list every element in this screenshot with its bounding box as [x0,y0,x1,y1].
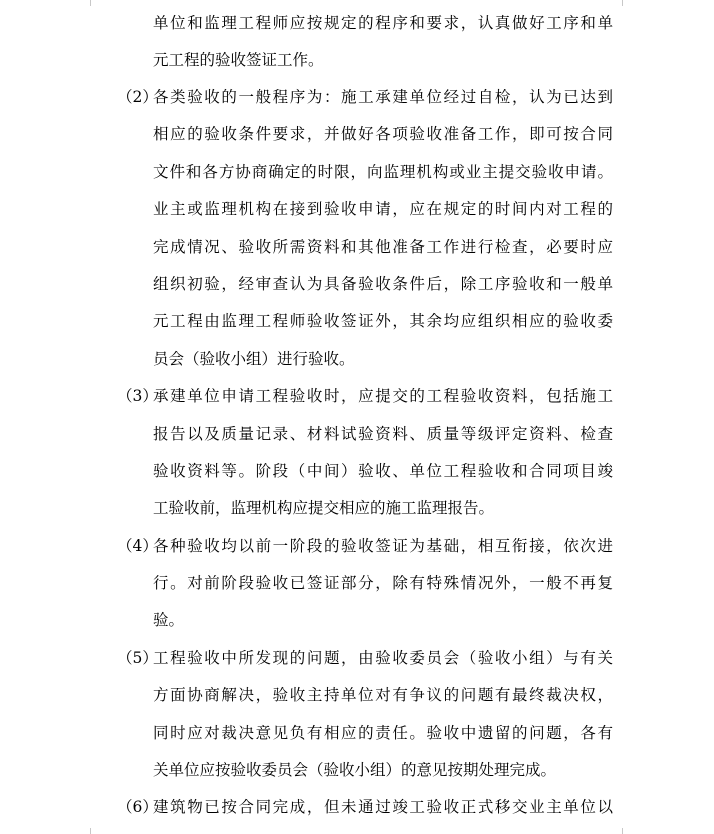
text-line: 完成情况、验收所需资料和其他准备工作进行检查，必要时应 [153,238,613,256]
text-line: 验收资料等。阶段（中间）验收、单位工程验收和合同项目竣 [153,462,613,480]
text-line: 同时应对裁决意见负有相应的责任。验收中遗留的问题，各有 [153,724,613,742]
text-line: 工程验收中所发现的问题，由验收委员会（验收小组）与有关 [153,649,613,667]
text-line: 各种验收均以前一阶段的验收签证为基础，相互衔接，依次进 [153,537,613,555]
text-line: 工验收前，监理机构应提交相应的施工监理报告。 [153,499,495,517]
text-line: 单位和监理工程师应按规定的程序和要求，认真做好工序和单 [153,14,613,32]
text-line: 报告以及质量记录、材料试验资料、质量等级评定资料、检查 [153,425,613,443]
paragraph-number: （2） [117,88,158,106]
text-line: 相应的验收条件要求，并做好各项验收准备工作，即可按合同 [153,125,613,143]
text-line: 行。对前阶段验收已签证部分，除有特殊情况外，一般不再复 [153,574,613,592]
crop-mark-bottom-left [90,828,91,834]
paragraph-number: （5） [117,649,158,667]
text-line: 验。 [153,611,185,629]
text-line: 文件和各方协商确定的时限，向监理机构或业主提交验收申请。 [153,163,613,181]
crop-mark-top-left [90,0,91,6]
text-line: 员会（验收小组）进行验收。 [153,350,355,368]
crop-mark-bottom-right [622,828,623,834]
text-line: 承建单位申请工程验收时，应提交的工程验收资料，包括施工 [153,387,613,405]
text-line: 元工程由监理工程师验收签证外，其余均应组织相应的验收委 [153,312,613,330]
paragraph-number: （4） [117,537,158,555]
text-line: 各类验收的一般程序为：施工承建单位经过自检，认为已达到 [153,88,613,106]
text-line: 业主或监理机构在接到验收申请，应在规定的时间内对工程的 [153,200,613,218]
text-line: 方面协商解决，验收主持单位对有争议的问题有最终裁决权， [153,686,613,704]
text-line: 元工程的验收签证工作。 [153,51,324,69]
text-line: 组织初验，经审查认为具备验收条件后，除工序验收和一般单 [153,275,613,293]
text-line: 建筑物已按合同完成，但未通过竣工验收正式移交业主单位以 [153,798,613,816]
crop-mark-top-right [622,0,623,6]
paragraph-number: （6） [117,798,158,816]
paragraph-number: （3） [117,387,158,405]
text-line: 关单位应按验收委员会（验收小组）的意见按期处理完成。 [153,761,557,779]
